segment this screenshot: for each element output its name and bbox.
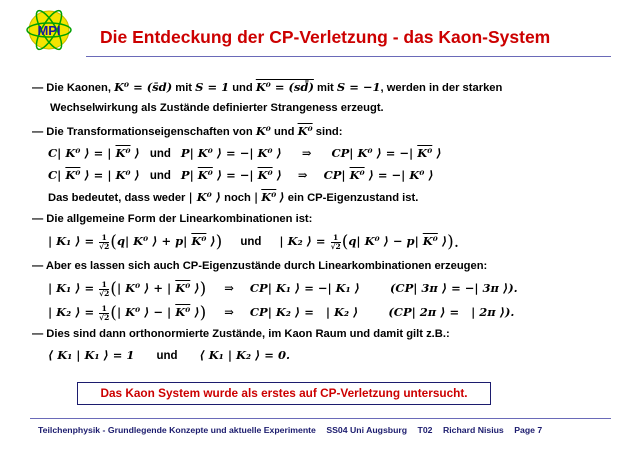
math: |	[253, 190, 259, 204]
math: K⁰	[115, 146, 131, 160]
math: ⟩	[276, 168, 282, 182]
text: noch	[221, 192, 254, 204]
equation-c-p-k0bar	[48, 168, 434, 182]
math: ⟩	[436, 146, 442, 160]
text-und: und	[149, 148, 171, 160]
math: CP| K₁ ⟩ = −| K₁ ⟩	[249, 281, 360, 295]
math-k0-quark: K⁰ = (s̄d)	[114, 80, 173, 94]
bullet-dash: —	[32, 126, 44, 138]
equation-orthonormal	[48, 348, 290, 362]
fraction	[99, 234, 109, 251]
math: K⁰	[261, 190, 277, 204]
math: K⁰	[175, 305, 191, 319]
bullet-dash: —	[32, 260, 44, 272]
math: K⁰	[257, 168, 273, 182]
math: C|	[48, 168, 62, 182]
paren: )	[199, 279, 207, 299]
math-k0: K⁰	[255, 124, 271, 138]
footer-term: SS04 Uni Augsburg	[326, 425, 408, 435]
bullet-dash: —	[32, 213, 44, 225]
denominator: √2	[330, 241, 341, 251]
text: Aber es lassen sich auch CP-Eigenzustände durch Linearkombinationen erzeugen:	[45, 260, 488, 272]
math: CP| K₂ ⟩ = | K₂ ⟩	[249, 305, 359, 319]
math: (CP| 3π ⟩ = −| 3π ⟩).	[389, 281, 518, 295]
equation-k1	[48, 279, 518, 299]
math: ⟩ = | K⁰ ⟩	[84, 168, 140, 182]
numerator: 1	[99, 305, 109, 314]
math: CP| K⁰ ⟩ = −|	[331, 146, 414, 160]
title-divider	[86, 56, 611, 57]
math: ⟩ = −| K⁰ ⟩	[368, 168, 434, 182]
math: K⁰	[175, 281, 191, 295]
math-k0bar: K⁰	[297, 124, 313, 138]
implies-arrow: ⇒	[301, 146, 312, 160]
math: | K⁰ ⟩	[188, 190, 222, 204]
denominator: √2	[99, 312, 110, 322]
math: CP|	[323, 168, 346, 182]
footer-page: Page 7	[514, 425, 543, 435]
math: C| K⁰ ⟩ = |	[48, 146, 112, 160]
note-no-cp-eigenstate	[48, 190, 418, 204]
text: ein CP-Eigenzustand ist.	[284, 192, 419, 204]
logo-text: MPI	[37, 23, 61, 38]
math-k0bar-quark: K⁰ = (sd̄)	[255, 80, 314, 94]
math: ⟩	[279, 190, 285, 204]
math: q| K⁰ ⟩ + p|	[116, 234, 188, 248]
math: ⟩	[210, 234, 216, 248]
math: ⟩	[194, 281, 200, 295]
bullet-kaonen-line2: Wechselwirkung als Zustände definierter Strangeness erzeugt.	[50, 102, 384, 114]
math: | K⁰ ⟩ − |	[116, 305, 172, 319]
bullet-general-form	[32, 213, 312, 225]
bullet-orthonormal	[32, 328, 450, 340]
footer-divider	[30, 418, 611, 419]
fraction	[99, 281, 109, 298]
equation-c-p-k0	[48, 146, 442, 160]
mpi-atom-logo	[24, 8, 74, 52]
math: ⟨ K₁ | K₁ ⟩ = 1	[48, 348, 135, 362]
math: | K⁰ ⟩ + |	[116, 281, 172, 295]
bullet-dash: —	[32, 82, 44, 94]
paren: )	[215, 232, 223, 252]
text: , werden in der starken	[380, 82, 503, 94]
math: ⟩	[441, 234, 448, 248]
math: K⁰	[65, 168, 81, 182]
equation-general-combination	[48, 232, 459, 252]
math: ⟩	[134, 146, 140, 160]
denominator: √2	[99, 288, 110, 298]
math: (CP| 2π ⟩ = | 2π ⟩).	[388, 305, 515, 319]
slide-title: Die Entdeckung der CP-Verletzung - das Kaon-System	[100, 27, 551, 47]
bullet-cp-eigenstates	[32, 260, 487, 272]
math: ⟩	[194, 305, 200, 319]
math: | K₁ ⟩ =	[48, 234, 95, 248]
slide-footer	[38, 425, 618, 435]
text: und	[270, 126, 298, 138]
paren: (	[110, 232, 117, 252]
paren: (	[110, 279, 117, 299]
footer-author: Richard Nisius	[442, 425, 504, 435]
math: | K₂ ⟩ =	[279, 234, 326, 248]
fraction	[331, 234, 341, 251]
math: P|	[180, 168, 194, 182]
math: P| K⁰ ⟩ = −| K⁰ ⟩	[180, 146, 282, 160]
implies-arrow: ⇒	[224, 281, 234, 295]
text: Das bedeutet, dass weder	[48, 192, 189, 204]
text: Dies sind dann orthonormierte Zustände, im Kaon Raum und damit gilt z.B.:	[46, 328, 450, 340]
footer-code: T02	[417, 425, 433, 435]
text: sind:	[312, 126, 343, 138]
text-und: und	[240, 236, 262, 248]
math: ⟨ K₁ | K₂ ⟩ = 0.	[199, 348, 290, 362]
paren: (	[110, 303, 117, 323]
math: K⁰	[191, 234, 207, 248]
equation-k2	[48, 303, 514, 323]
bullet-kaonen	[32, 80, 502, 94]
numerator: 1	[331, 234, 341, 243]
implies-arrow: ⇒	[297, 168, 308, 182]
math: | K₁ ⟩ =	[48, 281, 95, 295]
text: mit	[172, 82, 196, 94]
math: K⁰	[349, 168, 365, 182]
text: und	[229, 82, 256, 94]
math-strangeness-minus: S = −1	[336, 80, 381, 94]
bullet-dash: —	[32, 328, 44, 340]
math: q| K⁰ ⟩ − p|	[348, 234, 419, 248]
math: K⁰	[422, 234, 438, 248]
paren: ).	[447, 232, 460, 252]
text: mit	[313, 82, 337, 94]
highlight-box: Das Kaon System wurde als erstes auf CP-Verletzung untersucht.	[77, 382, 491, 405]
text: Die Kaonen,	[46, 82, 115, 94]
fraction	[99, 305, 109, 322]
footer-course: Teilchenphysik - Grundlegende Konzepte und aktuelle Experimente	[38, 425, 316, 435]
text: Die allgemeine Form der Linearkombinationen ist:	[46, 213, 313, 225]
paren: )	[199, 303, 207, 323]
implies-arrow: ⇒	[224, 305, 234, 319]
denominator: √2	[99, 241, 110, 251]
math: ⟩ = −|	[216, 168, 254, 182]
paren: (	[341, 232, 349, 252]
numerator: 1	[99, 281, 109, 290]
math: | K₂ ⟩ =	[48, 305, 95, 319]
text-und: und	[149, 170, 171, 182]
text-und: und	[156, 350, 178, 362]
text: Die Transformationseigenschaften von	[46, 126, 256, 138]
math: K⁰	[197, 168, 213, 182]
bullet-transformation	[32, 124, 342, 138]
numerator: 1	[99, 234, 109, 243]
math: K⁰	[417, 146, 433, 160]
math-strangeness-plus: S = 1	[195, 80, 230, 94]
